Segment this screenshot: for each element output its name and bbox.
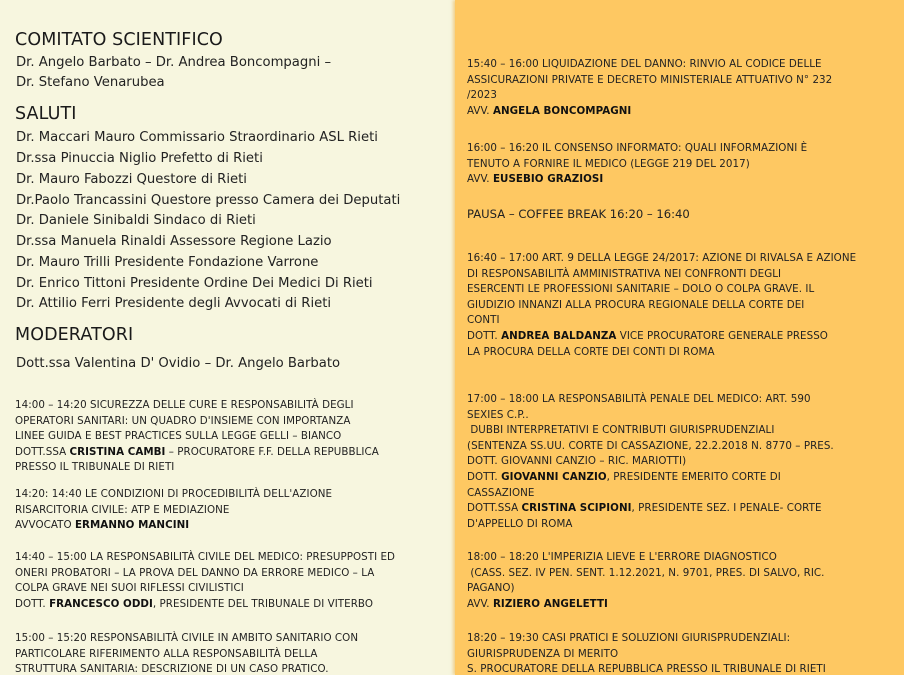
right-column [455, 0, 904, 675]
program-line: PAGANO) [467, 582, 515, 595]
comitato-line: Dr. Stefano Venarubea [16, 75, 165, 90]
saluti-line: Dr.ssa Pinuccia Niglio Prefetto di Rieti [16, 151, 263, 166]
speaker-name: ANDREA BALDANZA [501, 329, 617, 342]
speaker-name: CRISTINA CAMBI [69, 445, 166, 458]
program-line: 14:20: 14:40 LE CONDIZIONI DI PROCEDIBILITÀ DELL'AZIONE [15, 488, 333, 500]
program-line: ASSICURAZIONI PRIVATE E DECRETO MINISTERIALE ATTUATIVO N° 232 [467, 73, 833, 86]
speaker-title: DOTT. [467, 329, 502, 342]
program-item-1440 [15, 550, 395, 612]
speaker-line [467, 501, 834, 517]
program-line: LA PROCURA DELLA CORTE DEI CONTI DI ROMA [467, 345, 715, 358]
saluti-line: Dr. Maccari Mauro Commissario Straordinario ASL Rieti [16, 130, 378, 145]
saluti-line: Dr. Mauro Fabozzi Questore di Rieti [16, 172, 247, 187]
saluti-line: Dr. Mauro Trilli Presidente Fondazione Varrone [16, 255, 319, 270]
speaker-name: CRISTINA SCIPIONI [521, 502, 632, 515]
program-line: DI RESPONSABILITÀ AMMINISTRATIVA NEI CONFRONTI DEGLI [467, 267, 782, 280]
speaker-title: DOTT.SSA [15, 445, 70, 458]
speaker-role: , PRESIDENTE DEL TRIBUNALE DI VITERBO [152, 597, 373, 610]
program-line: (SENTENZA SS.UU. CORTE DI CASSAZIONE, 22.2.2018 N. 8770 – PRES. [467, 439, 834, 452]
speaker-role: VICE PROCURATORE GENERALE PRESSO [616, 329, 828, 342]
program-line: 17:00 – 18:00 LA RESPONSABILITÀ PENALE DEL MEDICO: ART. 590 [467, 393, 811, 405]
program-item-1700 [467, 392, 834, 532]
speaker-role: , PRESIDENTE EMERITO CORTE DI [606, 470, 781, 483]
speaker-line [15, 518, 332, 534]
program-line: 15:00 – 15:20 RESPONSABILITÀ CIVILE IN AMBITO SANITARIO CON [15, 632, 359, 644]
program-line: S. PROCURATORE DELLA REPUBBLICA PRESSO IL TRIBUNALE DI RIETI [467, 663, 826, 675]
speaker-line [15, 445, 379, 461]
program-line: 16:00 – 16:20 IL CONSENSO INFORMATO: QUALI INFORMAZIONI È [467, 142, 808, 154]
speaker-title: DOTT. [15, 597, 50, 610]
program-line: OPERATORI SANITARI: UN QUADRO D'INSIEME CON IMPORTANZA [15, 414, 351, 427]
program-line: GIUDIZIO INNANZI ALLA PROCURA REGIONALE DELLA CORTE DEI [467, 298, 805, 311]
speaker-name: GIOVANNI CANZIO [501, 470, 607, 483]
program-line: RISARCITORIA CIVILE: ATP E MEDIAZIONE [15, 503, 230, 516]
comitato-line: Dr. Angelo Barbato – Dr. Andrea Boncompagni – [16, 55, 332, 70]
program-line: 14:40 – 15:00 LA RESPONSABILITÀ CIVILE DEL MEDICO: PRESUPPOSTI ED [15, 551, 396, 563]
program-line: CASSAZIONE [467, 486, 535, 499]
speaker-name: EUSEBIO GRAZIOSI [492, 173, 604, 186]
saluti-line: Dr. Attilio Ferri Presidente degli Avvocati di Rieti [16, 296, 332, 311]
saluti-line: Dr.Paolo Trancassini Questore presso Camera dei Deputati [16, 193, 401, 208]
speaker-title: DOTT.SSA [467, 502, 522, 515]
program-item-1640 [467, 251, 856, 360]
speaker-line [467, 597, 825, 613]
moderatori-title: MODERATORI [15, 325, 134, 345]
program-line: COLPA GRAVE NEI SUOI RIFLESSI CIVILISTICI [15, 582, 244, 595]
program-item-1420 [15, 487, 332, 534]
speaker-line [467, 329, 856, 345]
program-line: 18:00 – 18:20 L'IMPERIZIA LIEVE E L'ERRORE DIAGNOSTICO [467, 551, 777, 563]
speaker-name: RIZIERO ANGELETTI [492, 597, 608, 610]
speaker-line [467, 172, 807, 188]
speaker-title: AVV. [467, 173, 493, 186]
program-line: LINEE GUIDA E BEST PRACTICES SULLA LEGGE GELLI – BIANCO [15, 430, 342, 443]
program-line: (CASS. SEZ. IV PEN. SENT. 1.12.2021, N. 9701, PRES. DI SALVO, RIC. [467, 566, 825, 579]
speaker-line [15, 597, 395, 613]
program-line: SEXIES C.P.. [467, 408, 529, 421]
program-line: 15:40 – 16:00 LIQUIDAZIONE DEL DANNO: RINVIO AL CODICE DELLE [467, 58, 822, 70]
program-line: 16:40 – 17:00 ART. 9 DELLA LEGGE 24/2017: AZIONE DI RIVALSA E AZIONE [467, 252, 857, 264]
speaker-title: AVV. [467, 597, 493, 610]
saluti-line: Dr.ssa Manuela Rinaldi Assessore Regione Lazio [16, 234, 332, 249]
program-line: STRUTTURA SANITARIA: DESCRIZIONE DI UN CASO PRATICO. [15, 663, 329, 675]
saluti-line: Dr. Daniele Sinibaldi Sindaco di Rieti [16, 213, 256, 228]
program-line: D'APPELLO DI ROMA [467, 517, 573, 530]
program-line: 18:20 – 19:30 CASI PRATICI E SOLUZIONI GIURISPRUDENZIALI: [467, 632, 791, 644]
speaker-title: DOTT. [467, 470, 502, 483]
program-item-1540 [467, 57, 832, 119]
program-item-1820 [467, 631, 826, 675]
speaker-name: FRANCESCO ODDI [49, 597, 153, 610]
program-line: 14:00 – 14:20 SICUREZZA DELLE CURE E RESPONSABILITÀ DEGLI [15, 399, 354, 411]
program-line: PARTICOLARE RIFERIMENTO ALLA RESPONSABILITÀ DELLA [15, 647, 318, 660]
speaker-title: AVVOCATO [15, 519, 75, 532]
program-line: ONERI PROBATORI – LA PROVA DEL DANNO DA ERRORE MEDICO – LA [15, 566, 375, 579]
speaker-role: , PRESIDENTE SEZ. I PENALE- CORTE [631, 502, 822, 515]
program-line: GIURISPRUDENZA DI MERITO [467, 647, 619, 660]
speaker-name: ANGELA BONCOMPAGNI [492, 104, 632, 117]
program-item-1800 [467, 550, 825, 612]
moderatori-line: Dott.ssa Valentina D' Ovidio – Dr. Angelo Barbato [16, 356, 341, 371]
program-line: TENUTO A FORNIRE IL MEDICO (LEGGE 219 DEL 2017) [467, 157, 750, 170]
speaker-title: AVV. [467, 104, 493, 117]
program-line: DUBBI INTERPRETATIVI E CONTRIBUTI GIURISPRUDENZIALI [467, 424, 775, 437]
speaker-line [467, 470, 834, 486]
program-item-1600 [467, 141, 807, 188]
program-line: CONTI [467, 314, 500, 327]
coffee-break: PAUSA – COFFEE BREAK 16:20 – 16:40 [467, 207, 690, 221]
speaker-role: – PROCURATORE F.F. DELLA REPUBBLICA [165, 445, 379, 458]
saluti-line: Dr. Enrico Tittoni Presidente Ordine Dei Medici Di Rieti [16, 276, 373, 291]
program-line: ESERCENTI LE PROFESSIONI SANITARIE – DOLO O COLPA GRAVE. IL [467, 283, 815, 296]
program-line: PRESSO IL TRIBUNALE DI RIETI [15, 461, 175, 474]
program-line: /2023 [467, 89, 497, 102]
program-item-1400 [15, 398, 379, 476]
speaker-name: ERMANNO MANCINI [74, 519, 190, 532]
comitato-title: COMITATO SCIENTIFICO [15, 30, 223, 50]
program-item-1500 [15, 631, 358, 675]
speaker-line [467, 104, 832, 120]
program-line: DOTT. GIOVANNI CANZIO – RIC. MARIOTTI) [467, 455, 687, 468]
saluti-title: SALUTI [15, 104, 77, 124]
